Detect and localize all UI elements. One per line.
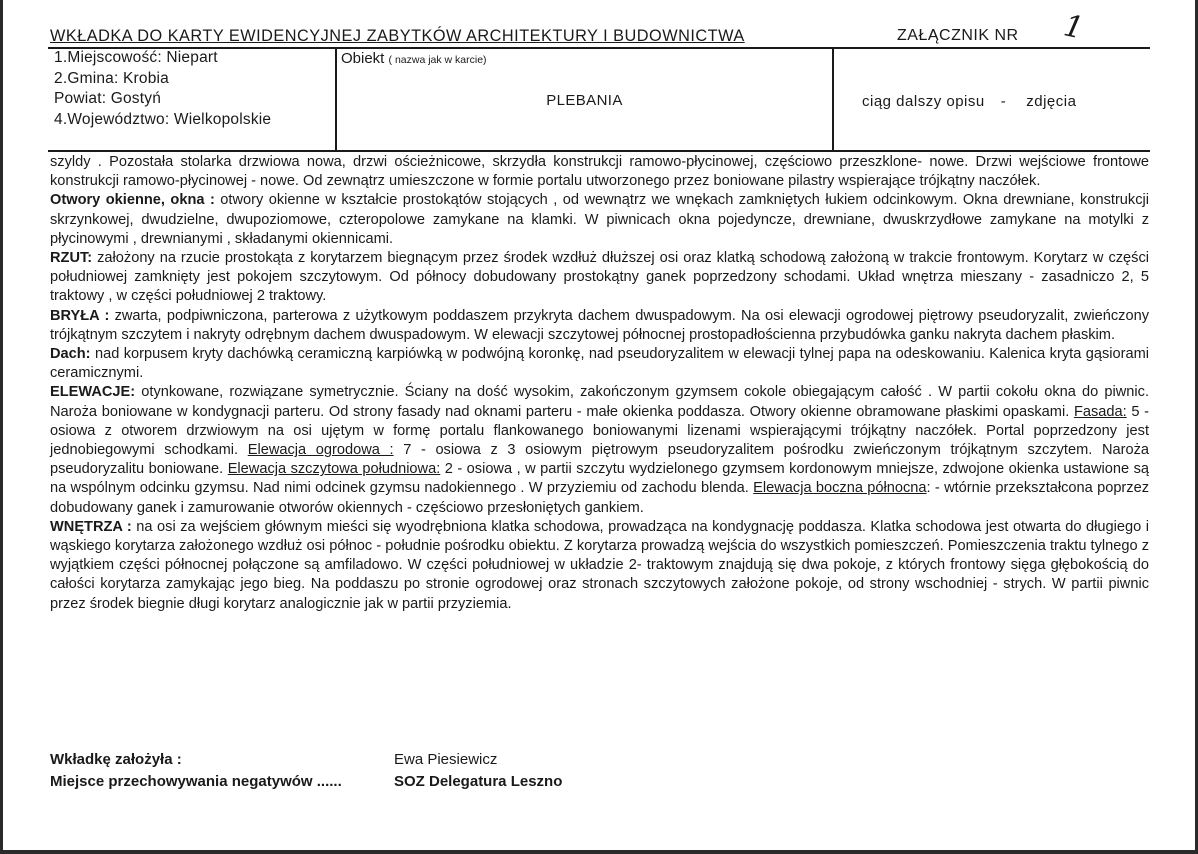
object-label [341,50,487,67]
paragraph-plan [50,249,1149,307]
author-row [50,749,498,771]
paragraph-text: na osi za wejściem głównym mieści się wyodrębniona klatka schodowa, prowadząca na kondygnację poddasza. Klatka schodowa jest otwarta do długiego i wąskiego korytarza założonego wzdłuż osi północ - południe pośrodku obiektu. Z korytarza prowadzą wejścia do wszystkich pomieszczeń. Pomieszczenia traktu tylnego z wyjątkiem części północnej połączone są amfiladowo. W części południowej w układzie 2- traktowym znajdują się dwa pokoje, z których frontowy sięga głębokością do całości korytarza zamykając jego bieg. Na poddaszu po stronie ogrodowej oraz stronach szczytowych założone pokoje, od strony wschodniej - strych. W partii piwnic przez środek biegnie długi korytarz analogicznie jak w partii przyziemia. [50,518,1150,612]
paragraph-text: otynkowane, rozwiązane symetrycznie. Ściany na dość wysokim, zakończonym gzymsem cokole obiegającym całość . W partii cokołu okna do piwnic. Naroża boniowane w kondygnacji parteru. Od strony fasady nad oknami parteru - małe okienka poddasza. Otwory okienne obramowane płaskimi opaskami. [50,384,1149,420]
section-heading: ELEWACJE: [50,384,136,401]
object-label-note: ( nazwa jak w karcie) [388,54,487,66]
object-label-text: Obiekt [341,50,385,67]
section-heading: WNĘTRZA : [50,518,132,535]
paragraph-text: szyldy . Pozostała stolarka drzwiowa nowa, drzwi ościeżnicowe, skrzydła konstrukcji ramowo-płycinowej, częściowo przeszklone- nowe. Drzwi wejściowe frontowe konstrukcji ramowo-płycinowej - nowe. Od zewnątrz umieszczone w formie portalu utworzonego przez boniowane pilastry wspierające trójkątny naczółek. [50,154,1149,190]
continuation-dash: - [1000,93,1007,110]
object-name: PLEBANIA [546,92,623,109]
location-line: 1.Miejscowość: Niepart [54,49,218,66]
section-heading: RZUT: [50,250,93,267]
paragraph-text: otwory okienne w kształcie prostokątów stojących , od wewnątrz we wnękach zamkniętych łukiem odcinkowym. Okna drewniane, konstrukcji skrzynkowej, dwudzielne, dwupoziomowe, czteropolowe zamykane na klamki. W piwnicach okna pojedyncze, drewniane, dwuskrzydłowe zamykane na motylki z płycinowymi , drewnianymi , składanymi okiennicami. [50,192,1149,247]
location-line: Powiat: Gostyń [54,90,162,107]
paragraph-doors [50,153,1149,191]
paragraph-text: założony na rzucie prostokąta z korytarzem biegnącym przez środek wzdłuż dłuższej osi oraz klatką schodową założoną w trakcie frontowym. Korytarz w części południowej zamknięty jest pokojem szczytowym. Od północy dobudowany prostokątny ganek poprzedzony schodami. Układ wnętrza mieszany - zasadniczo 2, 5 traktowy , w części południowej 2 traktowy. [50,250,1149,305]
scan-edge-bottom [0,850,1198,854]
continuation-photos: zdjęcia [1026,93,1077,110]
paragraph-roof [50,345,1149,383]
location-line: 2.Gmina: Krobia [54,69,169,87]
paragraph-text: zwarta, podpiwniczona, parterowa z użytkowym poddaszem przykryta dachem dwuspadowym. Na osi elewacji ogrodowej piętrowy pseudoryzalit, zwieńczony trójkątnym szczytem i nakryty odrębnym dachem dwuspadowym. W elewacji szczytowej północnej prostopadłościenna przybudówka ganku nakryta dachem płaskim. [50,307,1149,343]
continuation-text: ciąg dalszy opisu [862,93,985,110]
annex-label: ZAŁĄCZNIK NR [897,27,1019,44]
subsection-label: Elewacja ogrodowa : [247,442,394,459]
paragraph-text: nad korpusem kryty dachówką ceramiczną karpiówką w podwójną koronkę, nad pseudoryzalitem w elewacji tylnej papa na odeskowaniu. Kalenica kryta gąsiorami ceramicznymi. [50,346,1149,382]
section-heading: Otwory okienne, okna : [50,192,215,209]
author-value: Ewa Piesiewicz [394,751,498,768]
location-line: 4.Województwo: Wielkopolskie [54,110,272,128]
author-label: Wkładkę założyła : [50,751,182,768]
section-heading: BRYŁA : [50,307,110,324]
storage-value: SOZ Delegatura Leszno [394,773,563,790]
form-title: WKŁADKA DO KARTY EWIDENCYJNEJ ZABYTKÓW ARCHITEKTURY I BUDOWNICTWA [50,27,745,45]
paragraph-elevations [50,383,1149,517]
subsection-label: Elewacja szczytowa południowa: [227,461,441,478]
subsection-label: Fasada: [1073,403,1127,420]
paragraph-text: : - wtórnie przekształcona poprzez dobudowany ganek i zamurowanie otworów okiennych - częściowo przesłoniętych gankiem. [50,480,1149,516]
description-body [50,153,1149,614]
header-bottom-rule [48,150,1150,152]
section-heading: Dach: [50,346,91,363]
paragraph-text: 7 - osiowa z 3 osiowym piętrowym pseudoryzalitem pośrodku zwieńczonym trójkątnym szczytem. Naroża pseudoryzalitu boniowane. [50,442,1149,478]
paragraph-text: 5 - osiowa z otworem drzwiowym na osi ujętym w formę portalu flankowanego boniowanymi lizenami wspierającymi trójkątny naczółek. Portal poprzedzony jest jednobiegowymi schodkami. [50,403,1149,459]
footer [50,749,563,793]
paragraph-interiors [50,518,1149,614]
scan-edge-left [0,0,3,854]
paragraph-windows [50,191,1149,249]
subsection-label: Elewacja boczna północna [753,480,927,497]
paragraph-massing [50,307,1149,345]
continuation-note [862,93,1076,110]
storage-row [50,771,563,793]
storage-label: Miejsce przechowywania negatywów ...... [50,773,342,790]
location-block [54,48,271,130]
paragraph-text: 2 - osiowa , w partii szczytu wydzielonego gzymsem kordonowym mniejsze, zdwojone okienka ustawione są na wspólnym odcinku gzymsu. Nad nimi odcinek gzymsu nadokiennego . W przyziemiu od zachodu blenda. [50,461,1149,497]
annex-number: 1 [1060,8,1087,47]
